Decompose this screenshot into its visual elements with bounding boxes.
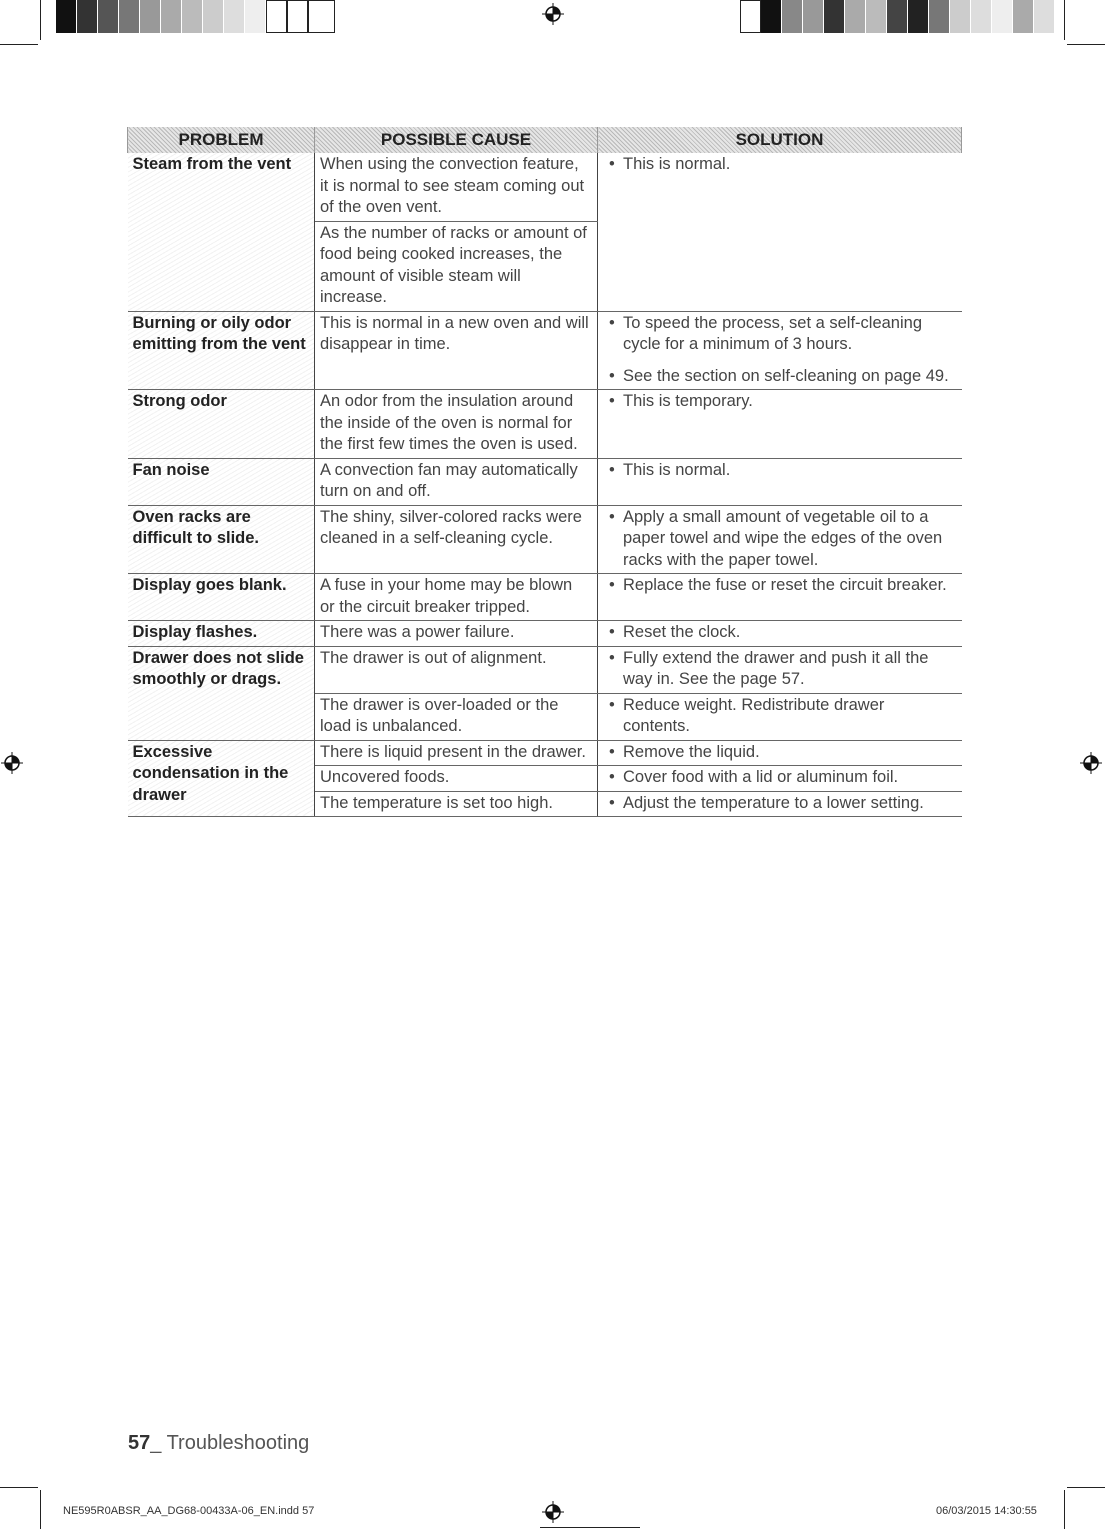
bullet-icon: •: [609, 313, 615, 332]
table-row: [128, 458, 962, 505]
cause-cell: This is normal in a new oven and will disappear in time.: [315, 311, 598, 390]
solution-cell: [598, 390, 962, 459]
header-possible-cause: POSSIBLE CAUSE: [315, 127, 598, 153]
color-bar-right: [740, 0, 1055, 33]
solution-item: • Fully extend the drawer and push it all the way in. See the page 57.: [603, 648, 956, 691]
solution-cell: [598, 574, 962, 621]
page-number: 57: [128, 1432, 151, 1454]
problem-cell: Strong odor: [128, 390, 315, 459]
section-title: Troubleshooting: [166, 1432, 310, 1454]
print-datetime: 06/03/2015 14:30:55: [936, 1505, 1037, 1517]
problem-cell: Excessive condensation in the drawer: [128, 740, 315, 817]
solution-cell: [598, 621, 962, 647]
problem-cell: Drawer does not slide smoothly or drags.: [128, 646, 315, 740]
solution-item: • Cover food with a lid or aluminum foil.: [603, 767, 956, 789]
solution-item: • To speed the process, set a self-cleaning cycle for a minimum of 3 hours.: [603, 313, 956, 356]
solution-cell: [598, 646, 962, 693]
cause-cell: A convection fan may automatically turn on and off.: [315, 458, 598, 505]
problem-cell: Burning or oily odor emitting from the vent: [128, 311, 315, 390]
solution-cell: [598, 458, 962, 505]
crop-mark: [1067, 44, 1105, 45]
crop-mark: [0, 44, 38, 45]
solution-item: • Reduce weight. Redistribute drawer contents.: [603, 695, 956, 738]
crop-mark: [0, 1487, 38, 1488]
table-header-row: [128, 127, 962, 153]
registration-mark-icon: [542, 3, 564, 25]
solution-item: • This is normal.: [603, 154, 956, 176]
crop-mark: [40, 0, 41, 40]
problem-cell: Display flashes.: [128, 621, 315, 647]
bullet-icon: •: [609, 742, 615, 761]
footer-separator: _: [150, 1432, 167, 1454]
bullet-icon: •: [609, 623, 615, 641]
bullet-icon: •: [609, 793, 615, 812]
registration-mark-icon: [1, 752, 23, 774]
registration-mark-icon: [1080, 752, 1102, 774]
bullet-icon: •: [609, 695, 615, 714]
solution-item: • Remove the liquid.: [603, 742, 956, 764]
cause-cell: The temperature is set too high.: [315, 791, 598, 817]
cause-cell: The drawer is over-loaded or the load is unbalanced.: [315, 693, 598, 740]
crop-mark: [1064, 1490, 1065, 1529]
cause-cell: The shiny, silver-colored racks were cleaned in a self-cleaning cycle.: [315, 505, 598, 574]
solution-item: • Apply a small amount of vegetable oil to a paper towel and wipe the edges of the oven racks with the paper towel.: [603, 507, 956, 572]
cause-cell: An odor from the insulation around the inside of the oven is normal for the first few times the oven is used.: [315, 390, 598, 459]
table-row: [128, 390, 962, 459]
file-slug: NE595R0ABSR_AA_DG68-00433A-06_EN.indd 57: [63, 1505, 315, 1517]
problem-cell: Fan noise: [128, 458, 315, 505]
registration-mark-icon: [542, 1501, 564, 1523]
cause-cell: The drawer is out of alignment.: [315, 646, 598, 693]
page-footer: [128, 1432, 309, 1455]
table-row: [128, 311, 962, 390]
crop-mark: [1067, 1487, 1105, 1488]
problem-cell: Display goes blank.: [128, 574, 315, 621]
color-bar-left: [56, 0, 335, 33]
solution-cell: [598, 505, 962, 574]
crop-mark: [40, 1490, 41, 1529]
bullet-icon: •: [609, 648, 615, 667]
bullet-icon: •: [609, 392, 615, 410]
solution-item: • See the section on self-cleaning on page 49.: [603, 366, 956, 388]
header-problem: PROBLEM: [128, 127, 315, 153]
cause-cell: There was a power failure.: [315, 621, 598, 647]
solution-item: • Reset the clock.: [603, 622, 956, 644]
problem-cell: Oven racks are difficult to slide.: [128, 505, 315, 574]
cause-cell: Uncovered foods.: [315, 766, 598, 792]
solution-item: • Adjust the temperature to a lower setting.: [603, 793, 956, 815]
cause-cell: As the number of racks or amount of food being cooked increases, the amount of visible steam will increase.: [315, 221, 598, 311]
bullet-icon: •: [609, 366, 615, 385]
bullet-icon: •: [609, 576, 615, 594]
cause-cell: A fuse in your home may be blown or the circuit breaker tripped.: [315, 574, 598, 621]
cause-cell: There is liquid present in the drawer.: [315, 740, 598, 766]
solution-cell: [598, 311, 962, 390]
solution-item: • This is temporary.: [603, 391, 956, 413]
crop-mark: [1064, 0, 1065, 40]
bullet-icon: •: [609, 460, 615, 479]
slug-rule: [540, 1527, 640, 1528]
cause-cell: When using the convection feature, it is normal to see steam coming out of the oven vent.: [315, 153, 598, 221]
solution-cell: [598, 740, 962, 766]
table-row: [128, 740, 962, 766]
solution-cell: [598, 153, 962, 311]
solution-item: • This is normal.: [603, 460, 956, 482]
bullet-icon: •: [609, 155, 615, 173]
troubleshooting-table: [127, 127, 962, 817]
problem-cell: Steam from the vent: [128, 153, 315, 311]
solution-item: • Replace the fuse or reset the circuit breaker.: [603, 575, 956, 597]
bullet-icon: •: [609, 768, 615, 786]
table-row: [128, 153, 962, 221]
solution-cell: [598, 791, 962, 817]
bullet-icon: •: [609, 507, 615, 526]
solution-cell: [598, 766, 962, 792]
table-row: [128, 574, 962, 621]
table-row: [128, 621, 962, 647]
table-row: [128, 646, 962, 693]
table-row: [128, 505, 962, 574]
solution-cell: [598, 693, 962, 740]
header-solution: SOLUTION: [598, 127, 962, 153]
